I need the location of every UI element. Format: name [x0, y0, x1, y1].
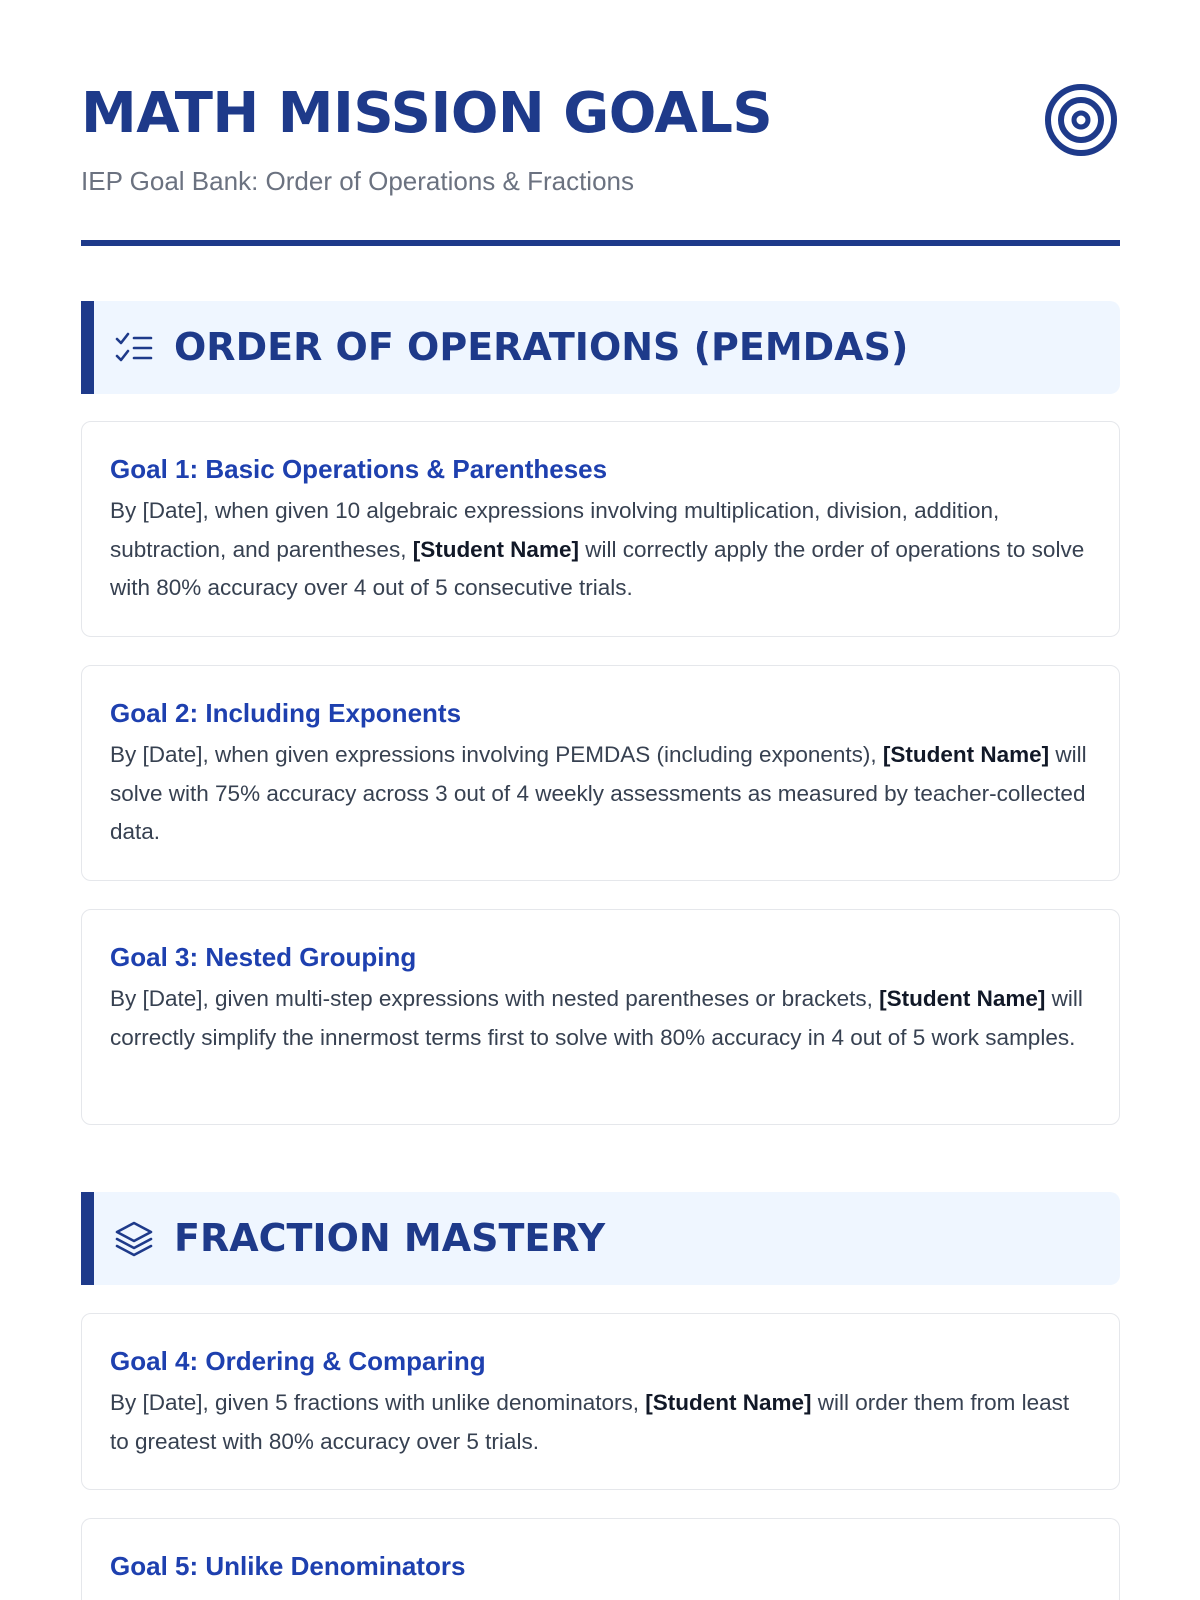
target-icon — [1043, 82, 1119, 158]
checklist-icon — [114, 329, 154, 367]
section-title: FRACTION MASTERY — [174, 1216, 606, 1260]
goal-title: Goal 1: Basic Operations & Parentheses — [110, 454, 608, 484]
goal-card-2 — [81, 665, 1120, 881]
student-name-placeholder: [Student Name] — [645, 1390, 812, 1415]
header-divider — [81, 240, 1120, 246]
section-header-order-of-operations — [81, 301, 1120, 394]
goal-card-5 — [81, 1518, 1120, 1600]
goal-text: By [Date], when given expressions involving PEMDAS (including exponents), [Student Name] will solve with 75% accuracy across 3 out of 4 weekly assessments as measured by teacher-collected data. — [110, 742, 1087, 844]
goal-text: By [Date], given 5 fractions with unlike denominators, [Student Name] will order them from least to greatest with 80% accuracy over 5 trials. — [110, 1390, 1070, 1454]
goal-text: By [Date], given multi-step expressions with nested parentheses or brackets, [Student Name] will correctly simplify the innermost terms first to solve with 80% accuracy in 4 out of 5 work samples. — [110, 986, 1083, 1050]
goal-card-4 — [81, 1313, 1120, 1490]
page-subtitle: IEP Goal Bank: Order of Operations & Fractions — [81, 166, 634, 196]
goal-title: Goal 3: Nested Grouping — [110, 942, 417, 972]
page-header — [81, 0, 1120, 246]
page-title: MATH MISSION GOALS — [81, 81, 773, 146]
section-title: ORDER OF OPERATIONS (PEMDAS) — [174, 325, 909, 369]
goal-card-1 — [81, 421, 1120, 637]
student-name-placeholder: [Student Name] — [879, 986, 1046, 1011]
goal-title: Goal 2: Including Exponents — [110, 698, 462, 728]
goal-title: Goal 4: Ordering & Comparing — [110, 1346, 486, 1376]
goal-text: By [Date], when given 10 algebraic expressions involving multiplication, division, addition, subtraction, and parentheses, [Student Name] will correctly apply the order of operations to solve with 80% accuracy over 4 out of 5 consecutive trials. — [110, 498, 1085, 600]
student-name-placeholder: [Student Name] — [882, 742, 1050, 767]
goal-bank-document — [81, 0, 1120, 1581]
goal-title: Goal 5: Unlike Denominators — [110, 1551, 466, 1581]
student-name-placeholder: [Student Name] — [412, 536, 579, 562]
goal-card-3 — [81, 909, 1120, 1125]
layers-icon — [114, 1220, 154, 1258]
section-header-fraction-mastery — [81, 1192, 1120, 1285]
